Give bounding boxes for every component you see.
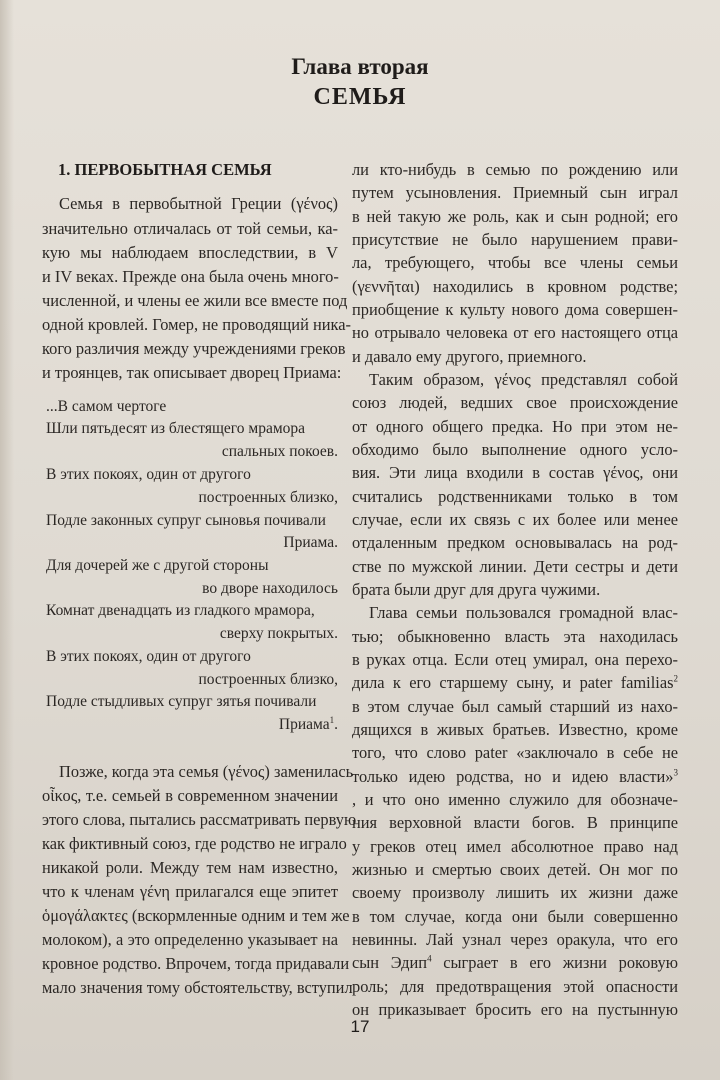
poem-line: Для дочерей же с другой стороны xyxy=(46,557,269,574)
text-line: ли кто-нибудь в семью по рождению или xyxy=(352,160,678,179)
text-line: обходимо было выполнение одного усло- xyxy=(352,440,678,459)
text-span: сын Эдип xyxy=(352,953,428,972)
text-line: в этом случае был самый старший из нахо- xyxy=(352,697,678,716)
text-line: от одного общего предка. Но при этом не- xyxy=(352,417,678,436)
text-line: он приказывает бросить его на пустынную xyxy=(352,1000,678,1019)
poem-line: В этих покоях, один от другого xyxy=(46,648,251,665)
poem-line: сверху покрытых. xyxy=(219,625,338,642)
text-line: приобщение к культу нового дома совершен- xyxy=(352,300,678,319)
text-line: кровное родство. Впрочем, тогда придавали xyxy=(42,954,350,973)
text-line: в руках отца. Если отец умирал, она перехо- xyxy=(352,650,678,669)
poem-line: спальных покоев. xyxy=(221,443,338,460)
poem-line: Подле законных супруг сыновья почивали xyxy=(46,512,326,529)
text-line: брата были друг для друга чужими. xyxy=(352,580,601,599)
poem-line: Шли пятьдесят из блестящего мрамора xyxy=(46,420,306,437)
text-line: Таким образом, γένος представлял собой xyxy=(369,370,678,389)
footnote-marker: 2 xyxy=(673,673,678,684)
text-line: значительно отличалась от той семьи, ка- xyxy=(42,219,338,238)
text-line: считались родственниками только в том xyxy=(352,487,678,506)
text-line: союз людей, ведших свое происхождение xyxy=(352,393,678,412)
text-line: ὁμογάλακτες (вскормленные одним и тем же xyxy=(42,906,350,925)
text-line: в том случае, когда они были совершенно xyxy=(352,907,678,926)
text-line: вия. Эти лица входили в состав γένος, они xyxy=(352,463,678,482)
text-line: дящихся в живых братьев. Известно, кроме xyxy=(352,720,678,739)
text-line: в ней такую же роль, как и сын родной; его xyxy=(352,207,678,226)
text-line: у греков отец имел абсолютное право над xyxy=(352,837,678,856)
text-line-with-note xyxy=(352,767,678,787)
poem-line: Комнат двенадцать из гладкого мрамора, xyxy=(46,602,315,619)
text-line: (γεννῆται) находились в кровном родстве; xyxy=(352,277,678,296)
page-number: 17 xyxy=(350,1017,370,1036)
footnote-marker: 3 xyxy=(673,767,678,778)
text-line-with-note xyxy=(352,953,678,973)
poem-line: построенных близко, xyxy=(198,489,338,506)
poem-line: Приама. xyxy=(283,534,338,551)
text-line: мало значения тому обстоятельству, вступил xyxy=(42,978,353,997)
footnote-marker: 4 xyxy=(427,953,432,964)
text-line: Позже, когда эта семья (γένος) заменилась xyxy=(59,762,354,781)
text-line: и троянцев, так описывает дворец Приама: xyxy=(42,363,342,382)
poem-line: построенных близко, xyxy=(198,671,338,688)
poem-line: ...В самом чертоге xyxy=(46,398,167,415)
text-line: отдаленным предком основывалась на род- xyxy=(352,533,678,552)
text-line: путем усыновления. Приемный сын играл xyxy=(352,183,678,202)
text-line: , и что оно именно служило для обозначе- xyxy=(352,790,678,809)
text-line: этого слова, пытались рассматривать первую xyxy=(42,810,357,829)
text-line: стве по мужской линии. Дети сестры и дети xyxy=(352,557,678,576)
chapter-number: Глава вторая xyxy=(291,54,429,79)
text-line: присутствие не было нарушением прави- xyxy=(352,230,678,249)
text-line: случае, если их связь с их более или менее xyxy=(352,510,678,529)
text-line: никакой роли. Между тем нам известно, xyxy=(42,858,338,877)
footnote-marker: 1 xyxy=(329,714,335,725)
text-span: только идею родства, но и идею власти» xyxy=(352,767,674,786)
text-line: того, что слово pater «заключало в себе не xyxy=(352,743,678,762)
text-line: невинны. Лай узнал через оракула, что его xyxy=(352,930,678,949)
poem-word: Приама xyxy=(278,716,330,733)
text-line: кую мы наблюдаем впоследствии, в V xyxy=(42,243,338,262)
text-line: как фиктивный союз, где родство не играло xyxy=(42,834,347,853)
text-line: и IV веках. Прежде она была очень много- xyxy=(42,267,339,286)
text-span: дила к его старшему сыну, и pater familias xyxy=(352,673,674,692)
text-line: численной, и члены ее жили все вместе под xyxy=(42,291,348,310)
text-line: молоком), а это определенно указывает на xyxy=(42,930,338,949)
text-line: Семья в первобытной Греции (γένος) xyxy=(59,194,338,213)
section-heading: 1. ПЕРВОБЫТНАЯ СЕМЬЯ xyxy=(58,160,272,179)
text-line-with-note xyxy=(352,673,678,693)
text-span: сыграет в его жизни роковую xyxy=(431,953,678,972)
poem-punct: . xyxy=(334,716,338,733)
poem-line: Подле стыдливых супруг зятья почивали xyxy=(46,693,317,710)
text-line: кого различия между учреждениями греков xyxy=(42,339,346,358)
page-edge-shadow xyxy=(0,0,14,1080)
text-line: но отрывало человека от его настоящего отца xyxy=(352,323,678,342)
text-line: ла, требующего, чтобы все члены семьи xyxy=(352,253,678,272)
text-line: жизнью и смертью своих детей. Он мог по xyxy=(352,860,678,879)
text-line: Глава семьи пользовался громадной влас- xyxy=(369,603,678,622)
chapter-title: СЕМЬЯ xyxy=(313,84,407,110)
text-line: одной кровлей. Гомер, не проводящий ника- xyxy=(42,315,351,334)
text-line: своему произволу лишить их жизни даже xyxy=(352,883,678,902)
text-line: тью; обыкновенно власть эта находилась xyxy=(352,627,678,646)
text-line: ния верховной власти богов. В принципе xyxy=(352,813,678,832)
text-line: роль; для предотвращения этой опасности xyxy=(352,977,678,996)
text-line: οἶκος, т.е. семьей в современном значении xyxy=(42,786,338,805)
text-line: что к членам γένη прилагался еще эпитет xyxy=(42,882,338,901)
text-line: и давало ему другого, приемного. xyxy=(352,347,587,366)
poem-line: во дворе находилось xyxy=(202,580,338,597)
poem-line: В этих покоях, один от другого xyxy=(46,466,251,483)
poem-line-last xyxy=(42,715,338,735)
